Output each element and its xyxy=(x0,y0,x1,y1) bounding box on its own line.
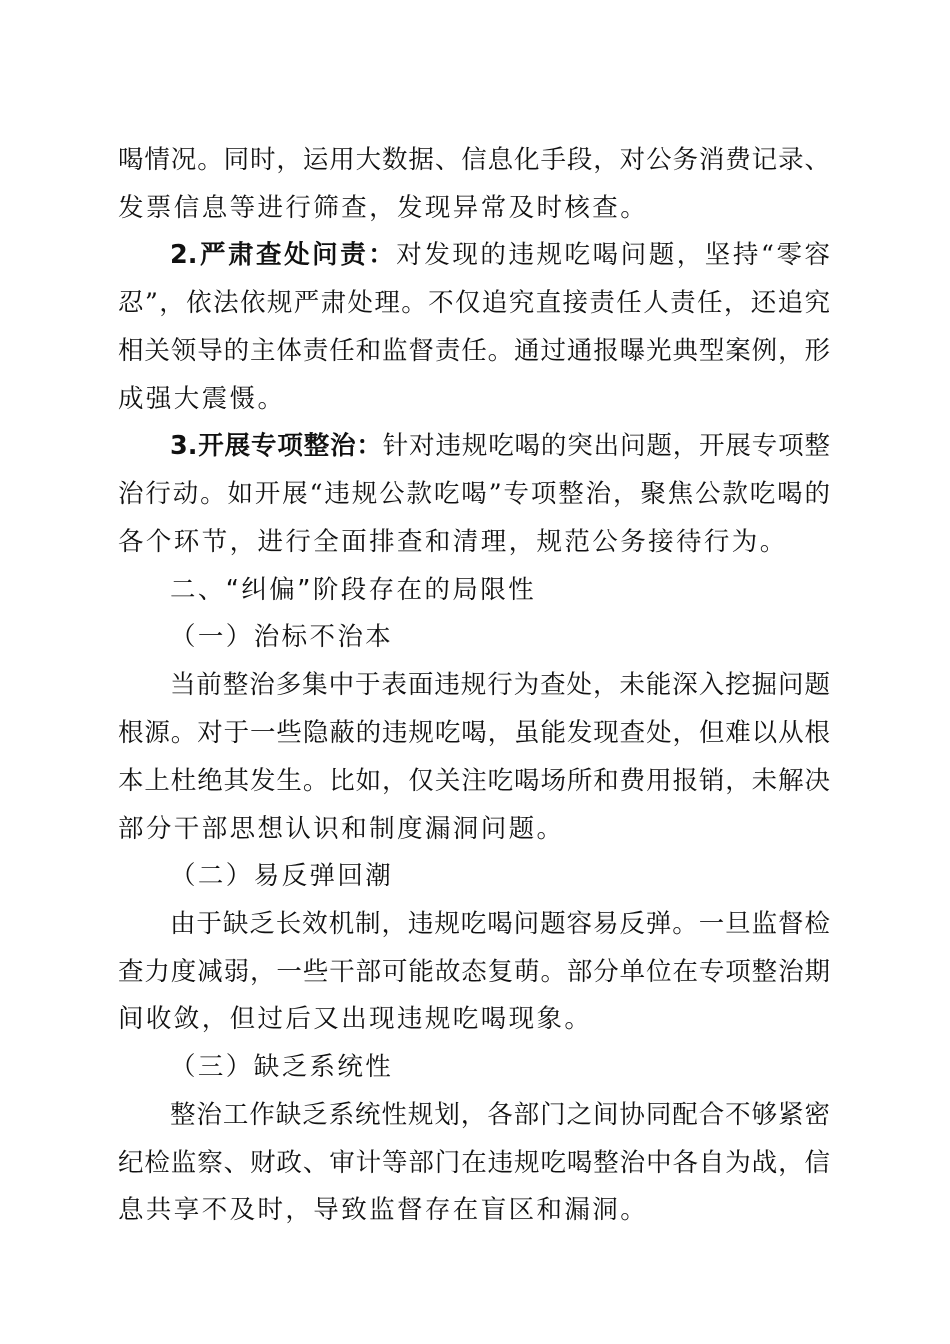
paragraph-line: 治行动。如开展“违规公款吃喝”专项整治，聚焦公款吃喝的 xyxy=(118,479,830,509)
paragraph-line: 当前整治多集中于表面违规行为查处，未能深入挖掘问题 xyxy=(170,670,830,700)
paragraph-line: 纪检监察、财政、审计等部门在违规吃喝整治中各自为战，信 xyxy=(118,1148,830,1178)
paragraph-line: 本上杜绝其发生。比如，仅关注吃喝场所和费用报销，未解决 xyxy=(118,766,830,796)
paragraph-line: 根源。对于一些隐蔽的违规吃喝，虽能发现查处，但难以从根 xyxy=(118,718,830,748)
item-3-first-line xyxy=(170,431,830,461)
item-2-title: 2.严肃查处问责： xyxy=(170,240,397,270)
paragraph-line: 部分干部思想认识和制度漏洞问题。 xyxy=(118,814,565,844)
item-3-title: 3.开展专项整治： xyxy=(170,431,383,461)
paragraph-line: 忍”，依法依规严肃处理。不仅追究直接责任人责任，还追究 xyxy=(118,288,830,318)
paragraph-line: 息共享不及时，导致监督存在盲区和漏洞。 xyxy=(118,1195,649,1225)
subsection-heading: （三）缺乏系统性 xyxy=(170,1052,394,1082)
item-2-first-line xyxy=(170,240,830,270)
paragraph-line: 成强大震慑。 xyxy=(118,384,286,414)
item-3-text: 针对违规吃喝的突出问题，开展专项整 xyxy=(382,431,830,461)
subsection-heading: （二）易反弹回潮 xyxy=(170,861,394,891)
paragraph-line: 查力度减弱，一些干部可能故态复萌。部分单位在专项整治期 xyxy=(118,957,830,987)
paragraph-line: 各个环节，进行全面排查和清理，规范公务接待行为。 xyxy=(118,527,788,557)
section-heading: 二、“纠偏”阶段存在的局限性 xyxy=(170,575,537,605)
item-2-text: 对发现的违规吃喝问题，坚持“零容 xyxy=(396,240,830,270)
subsection-heading: （一）治标不治本 xyxy=(170,622,394,652)
paragraph-line: 发票信息等进行筛查，发现异常及时核查。 xyxy=(118,193,649,223)
paragraph-line: 喝情况。同时，运用大数据、信息化手段，对公务消费记录、 xyxy=(118,145,830,175)
paragraph-line: 相关领导的主体责任和监督责任。通过通报曝光典型案例，形 xyxy=(118,336,830,366)
paragraph-line: 整治工作缺乏系统性规划，各部门之间协同配合不够紧密 xyxy=(170,1100,830,1130)
paragraph-line: 间收敛，但过后又出现违规吃喝现象。 xyxy=(118,1004,593,1034)
paragraph-line: 由于缺乏长效机制，违规吃喝问题容易反弹。一旦监督检 xyxy=(170,909,830,939)
